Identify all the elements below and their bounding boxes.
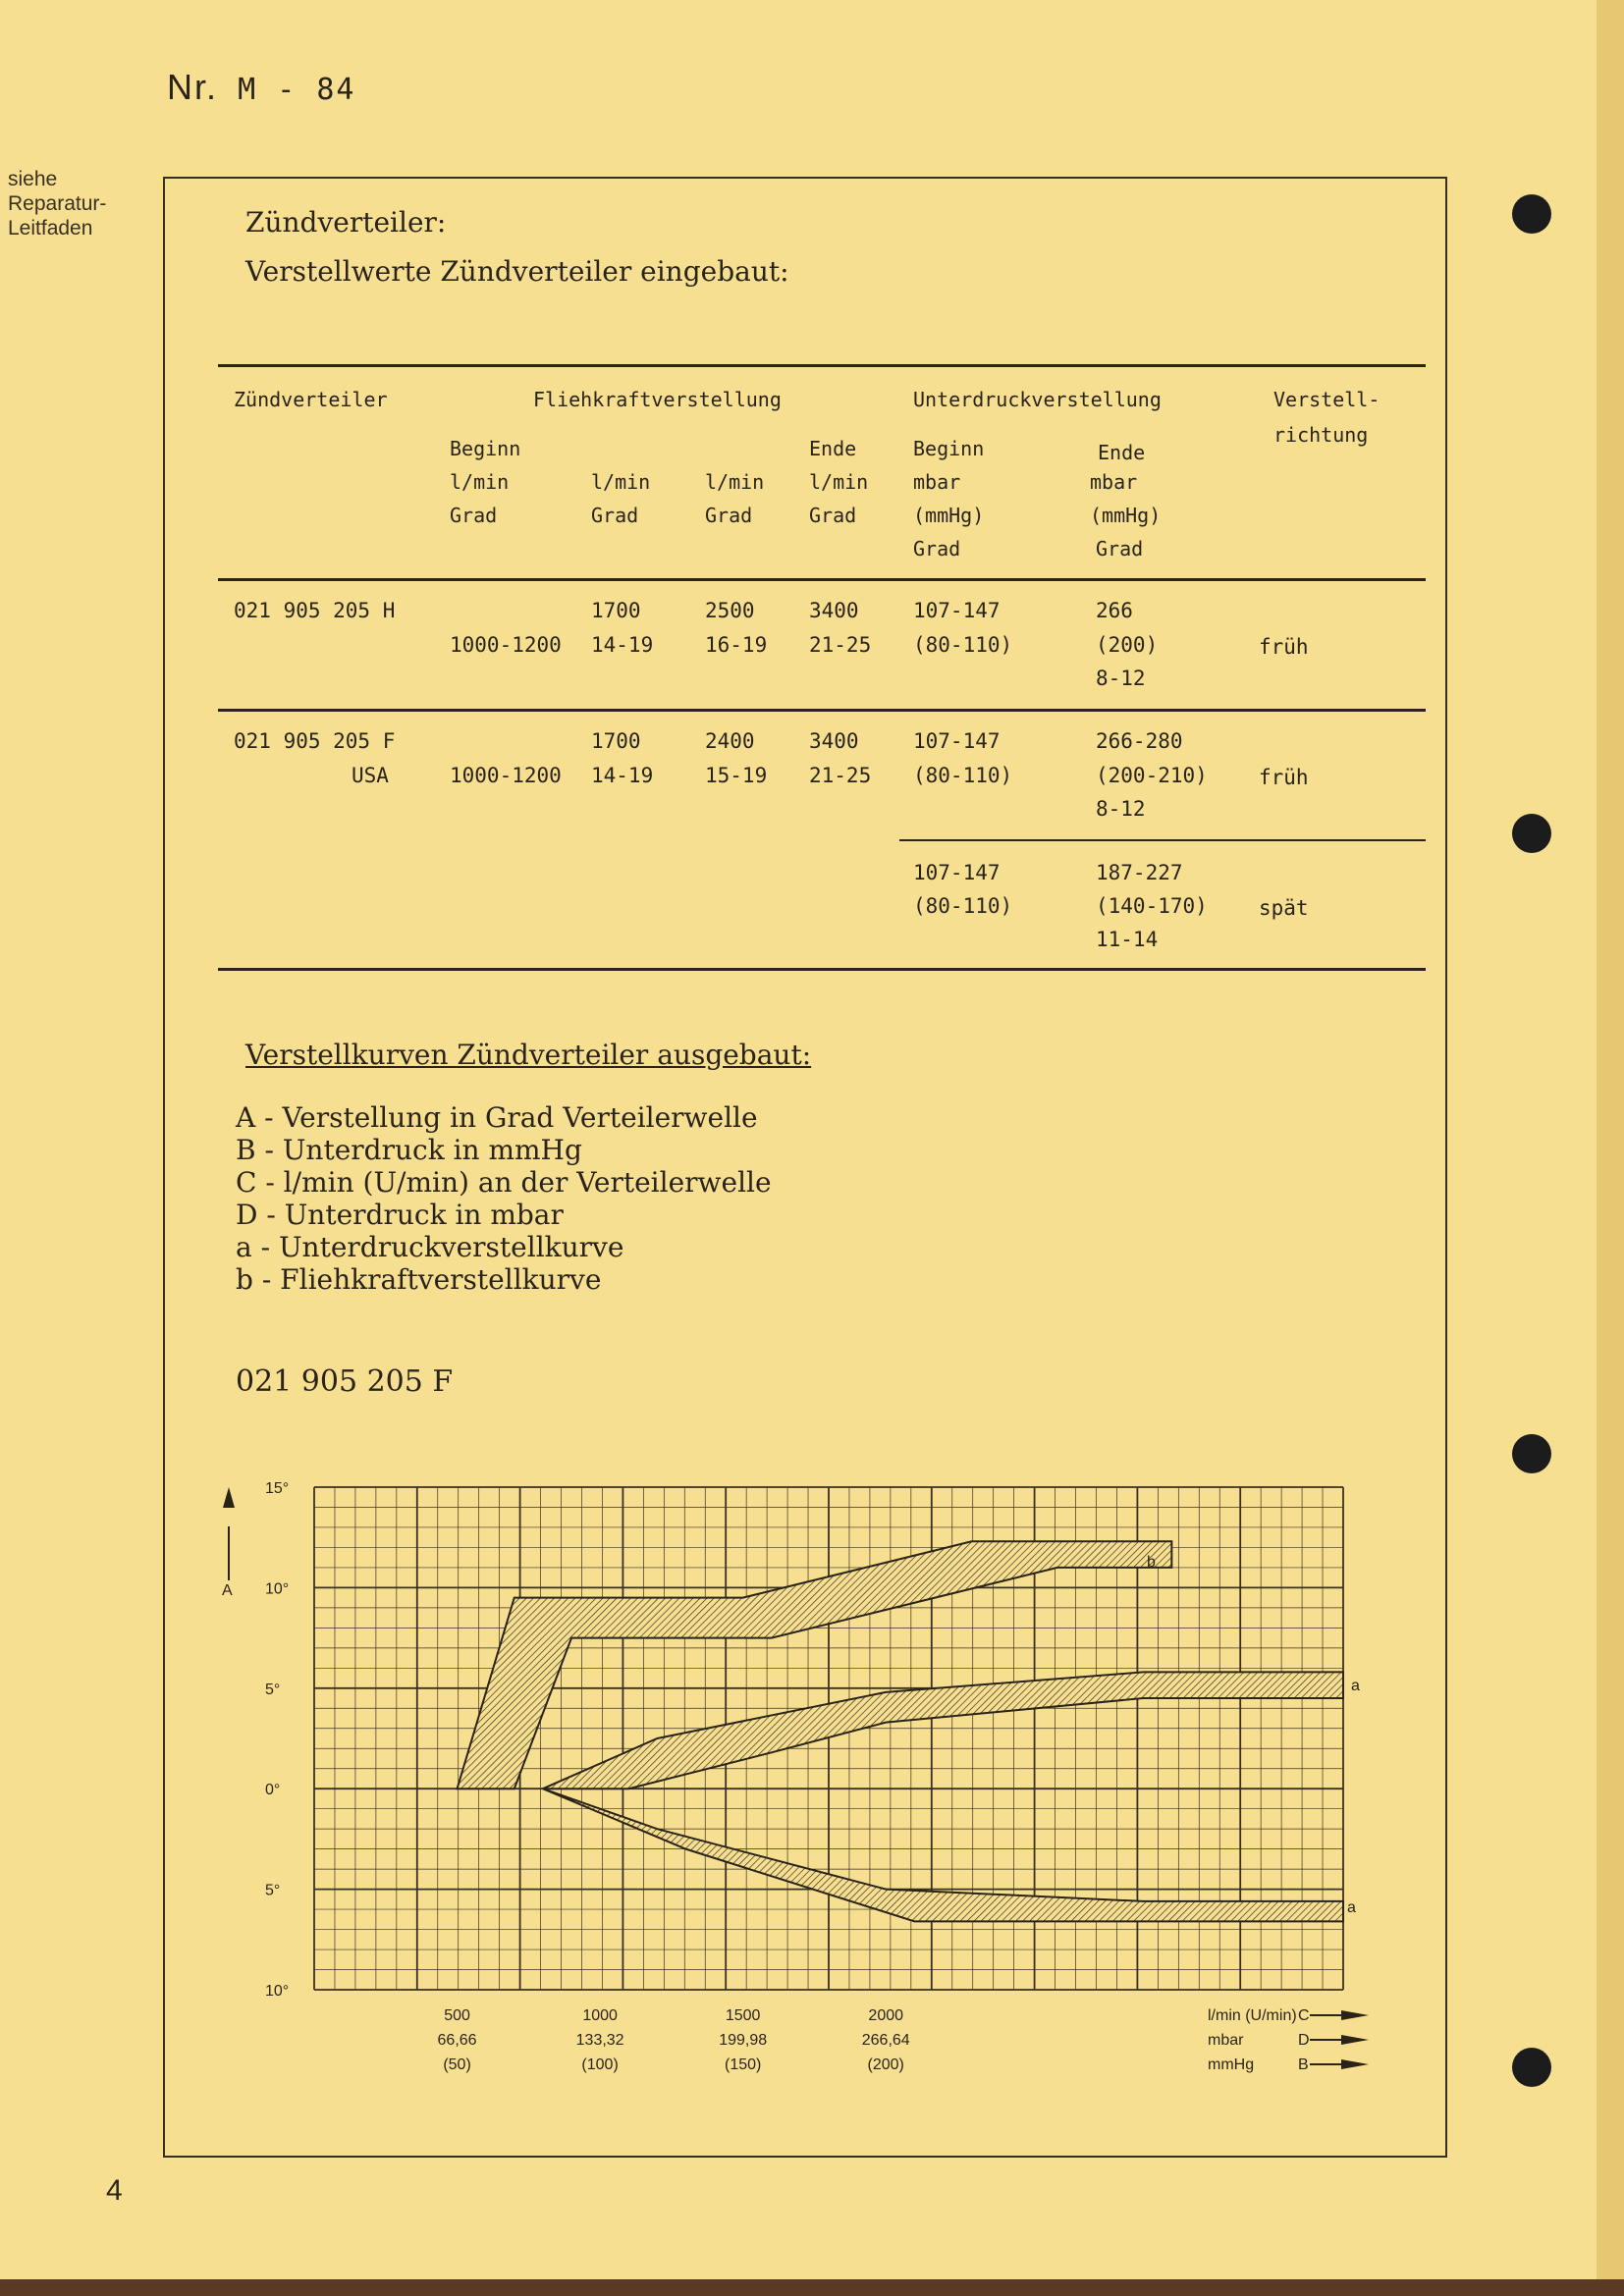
x-tick-label: 1000: [582, 2007, 618, 2024]
header-ud-beginn: Beginn: [913, 437, 985, 460]
header-fliehkraft: Fliehkraftverstellung: [533, 388, 782, 411]
chart-title: 021 905 205 F: [236, 1364, 454, 1399]
page-number: 4: [106, 2174, 123, 2207]
x-axis-letter: C: [1298, 2007, 1310, 2024]
header-ud-ende-mmhg: (mmHg): [1090, 504, 1162, 527]
y-tick-label: 10°: [265, 1580, 290, 1598]
side-note-line: siehe: [8, 168, 58, 190]
row3-ud-ende-mmhg: (140-170): [1096, 894, 1208, 918]
y-tick-label: 0°: [265, 1782, 281, 1799]
chart-labels: [222, 1480, 1369, 2073]
band-a-unterdruck-frueh: [543, 1672, 1343, 1789]
row1-name: 021 905 205 H: [234, 599, 396, 622]
band-label: b: [1147, 1554, 1156, 1571]
y-axis-arrow-head: [223, 1487, 235, 1508]
header-fk-mid2-grad: Grad: [705, 504, 753, 527]
row1-ud-ende-mbar: 266: [1096, 599, 1133, 622]
header-fk-beginn-grad: Grad: [450, 504, 498, 527]
x-tick-label: 266,64: [861, 2032, 910, 2049]
row1-fk-ende-rpm: 3400: [809, 599, 859, 622]
row1-fk-mid1-rpm: 1700: [591, 599, 641, 622]
x-tick-label: (100): [581, 2056, 619, 2073]
x-tick-label: 199,98: [719, 2032, 768, 2049]
x-tick-label: (200): [867, 2056, 904, 2073]
header-fk-mid2-unit: l/min: [705, 470, 765, 494]
header-fk-ende-grad: Grad: [809, 504, 857, 527]
row1-ud-ende-grad: 8-12: [1096, 667, 1146, 690]
x-axis-unit: mbar: [1208, 2032, 1244, 2049]
x-axis-unit: mmHg: [1208, 2056, 1255, 2073]
x-axis-arrow-head: [1341, 2010, 1369, 2020]
x-tick-label: 66,66: [437, 2032, 477, 2049]
row2-fk-mid1-rpm: 1700: [591, 729, 641, 753]
header-fk-beginn-unit: l/min: [450, 470, 510, 494]
row3-ud-ende-mbar: 187-227: [1096, 861, 1183, 884]
legend-item-b-lower: b - Fliehkraftverstellkurve: [236, 1263, 602, 1296]
header-fk-ende: Ende: [809, 437, 857, 460]
row2-richtung: früh: [1259, 766, 1309, 789]
header-fk-mid1-grad: Grad: [591, 504, 639, 527]
row2-ud-beginn-mbar: 107-147: [913, 729, 1001, 753]
legend-item-c: C - l/min (U/min) an der Verteilerwelle: [236, 1166, 772, 1199]
row2-name-suffix: USA: [352, 764, 389, 787]
x-tick-label: 2000: [868, 2007, 904, 2024]
x-tick-label: (150): [724, 2056, 762, 2073]
x-axis-letter: D: [1298, 2032, 1310, 2049]
row1-ud-ende-mmhg: (200): [1096, 633, 1159, 657]
row2-fk-mid2-rpm: 2400: [705, 729, 755, 753]
x-axis-letter: B: [1298, 2056, 1309, 2073]
row2-fk-mid2-grad: 15-19: [705, 764, 768, 787]
row2-fk-ende-grad: 21-25: [809, 764, 872, 787]
header-ud-beginn-unit: mbar: [913, 470, 961, 494]
header-fk-beginn: Beginn: [450, 437, 521, 460]
side-note-line: Leitfaden: [8, 217, 93, 240]
y-tick-label: 5°: [265, 1882, 281, 1899]
row3-ud-beginn-mbar: 107-147: [913, 861, 1001, 884]
side-note-line: Reparatur-: [8, 192, 107, 215]
row1-fk-mid2-grad: 16-19: [705, 633, 768, 657]
x-axis-unit: l/min (U/min): [1208, 2007, 1297, 2024]
row1-ud-beginn-mbar: 107-147: [913, 599, 1001, 622]
curves-section-title: Verstellkurven Zündverteiler ausgebaut:: [245, 1039, 812, 1071]
x-tick-label: 500: [444, 2007, 470, 2024]
row2-ud-ende-grad: 8-12: [1096, 797, 1146, 821]
x-tick-label: 1500: [725, 2007, 761, 2024]
row1-fk-mid1-grad: 14-19: [591, 633, 654, 657]
row2-ud-beginn-mmhg: (80-110): [913, 764, 1013, 787]
header-ud-ende-grad: Grad: [1096, 537, 1144, 561]
row1-fk-mid2-rpm: 2500: [705, 599, 755, 622]
nr-label: Nr.: [167, 67, 219, 107]
legend-item-b: B - Unterdruck in mmHg: [236, 1134, 582, 1166]
row2-fk-ende-rpm: 3400: [809, 729, 859, 753]
row3-ud-ende-grad: 11-14: [1096, 928, 1159, 951]
row1-fk-beginn: 1000-1200: [450, 633, 562, 657]
header-ud-ende-unit: mbar: [1090, 470, 1138, 494]
y-tick-label: 5°: [265, 1681, 281, 1698]
chart-bands: [458, 1541, 1343, 1921]
band-b-fliehkraft: [458, 1541, 1172, 1789]
header-richtung-1: Verstell-: [1273, 388, 1380, 411]
y-axis-letter: A: [222, 1582, 233, 1599]
header-ud-ende: Ende: [1098, 441, 1146, 464]
x-tick-label: 133,32: [575, 2032, 624, 2049]
row1-fk-ende-grad: 21-25: [809, 633, 872, 657]
x-axis-arrow-head: [1341, 2059, 1369, 2069]
band-label: a: [1347, 1899, 1356, 1916]
legend-item-d: D - Unterdruck in mbar: [236, 1199, 564, 1231]
section-title: Zündverteiler:: [245, 206, 447, 239]
row2-name: 021 905 205 F: [234, 729, 396, 753]
section-subtitle: Verstellwerte Zündverteiler eingebaut:: [245, 255, 789, 288]
header-ud-beginn-grad: Grad: [913, 537, 961, 561]
header-ud-beginn-mmhg: (mmHg): [913, 504, 985, 527]
x-tick-label: (50): [443, 2056, 471, 2073]
row1-richtung: früh: [1259, 635, 1309, 659]
row2-ud-ende-mbar: 266-280: [1096, 729, 1183, 753]
row3-ud-beginn-mmhg: (80-110): [913, 894, 1013, 918]
row2-fk-mid1-grad: 14-19: [591, 764, 654, 787]
header-fk-mid1-unit: l/min: [591, 470, 651, 494]
row2-fk-beginn: 1000-1200: [450, 764, 562, 787]
row2-ud-ende-mmhg: (200-210): [1096, 764, 1208, 787]
header-richtung-2: richtung: [1273, 423, 1369, 447]
y-tick-label: 10°: [265, 1983, 290, 2000]
y-tick-label: 15°: [265, 1480, 290, 1497]
row1-ud-beginn-mmhg: (80-110): [913, 633, 1013, 657]
band-label: a: [1351, 1678, 1360, 1694]
header-fk-ende-unit: l/min: [809, 470, 869, 494]
doc-number-value: M - 84: [238, 73, 356, 107]
row3-richtung: spät: [1259, 896, 1309, 920]
header-zuendverteiler: Zündverteiler: [234, 388, 388, 411]
x-axis-arrow-head: [1341, 2035, 1369, 2045]
legend-item-a: A - Verstellung in Grad Verteilerwelle: [236, 1101, 758, 1134]
legend-item-a-lower: a - Unterdruckverstellkurve: [236, 1231, 624, 1263]
header-unterdruck: Unterdruckverstellung: [913, 388, 1162, 411]
